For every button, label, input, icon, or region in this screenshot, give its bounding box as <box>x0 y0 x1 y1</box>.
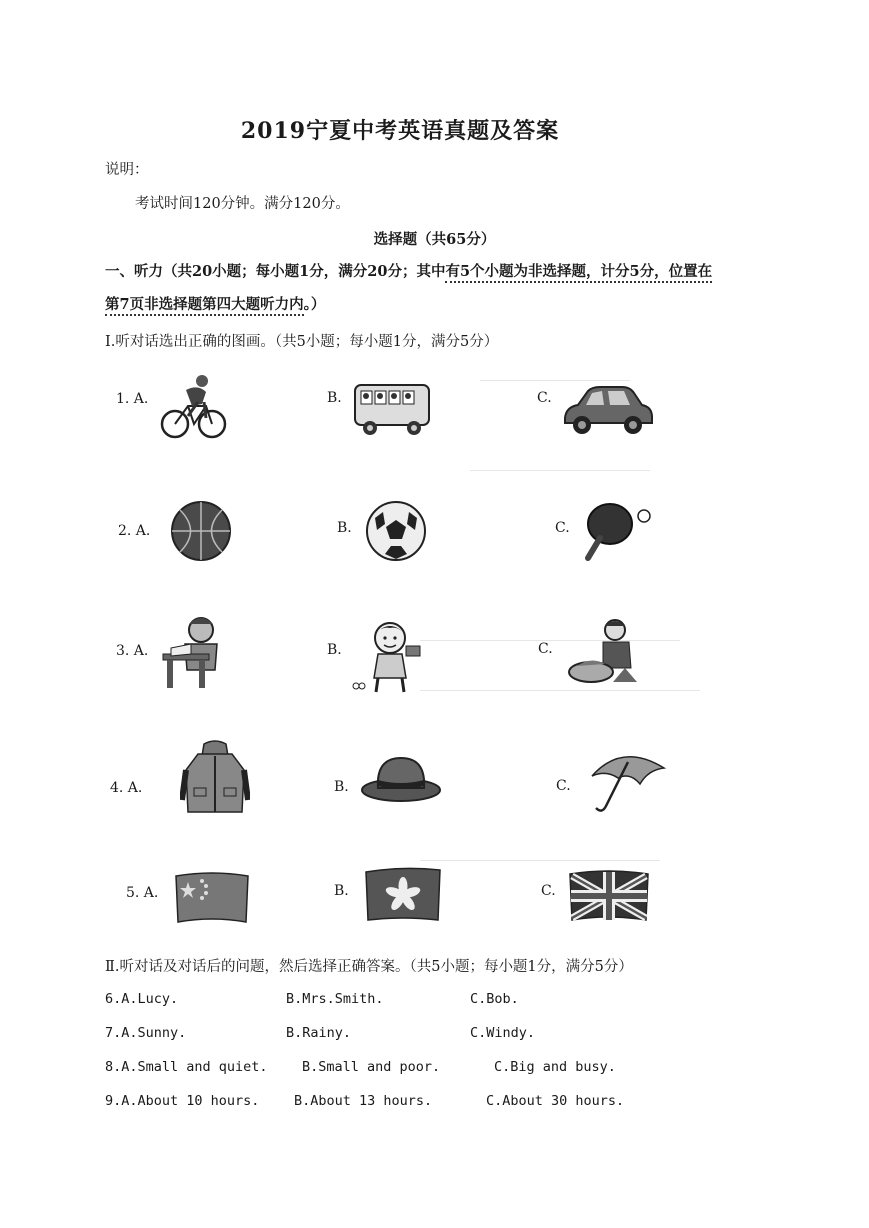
part1-instruction-line2 <box>105 293 325 314</box>
q2-option-b-label: B. <box>337 520 352 536</box>
q2-label: 2. A. <box>118 523 151 539</box>
exam-info: 考试时间120分钟。满分120分。 <box>135 196 350 212</box>
part1-suffix: 。） <box>303 296 326 313</box>
q3-option-b-label: B. <box>327 642 342 658</box>
q6-option-b: B.Mrs.Smith. <box>286 991 384 1007</box>
q6-option-a: 6.A.Lucy. <box>105 991 179 1007</box>
hong-kong-flag-image <box>364 866 442 924</box>
q7-option-c: C.Windy. <box>470 1025 536 1041</box>
cyclist-image <box>158 372 228 442</box>
child-with-book-image <box>350 616 430 694</box>
bleed-through-line <box>420 860 660 861</box>
q7-option-b: B.Rainy. <box>286 1025 352 1041</box>
part1-emphasis: 有5个小题为非选择题，计分5分，位置在 <box>445 263 712 283</box>
note-label: 说明： <box>105 162 149 178</box>
q8-option-c: C.Big and busy. <box>494 1059 616 1075</box>
school-bus-image <box>352 380 432 440</box>
section-II-instruction: Ⅱ.听对话及对话后的问题，然后选择正确答案。（共5小题；每小题1分，满分5分） <box>105 959 633 975</box>
basketball-image <box>170 500 232 562</box>
q4-option-c-label: C. <box>556 778 571 794</box>
jacket-image <box>180 740 250 816</box>
boy-washing-clothes-image <box>565 616 645 686</box>
q7-option-a: 7.A.Sunny. <box>105 1025 187 1041</box>
q5-option-b-label: B. <box>334 883 349 899</box>
q1-option-c-label: C. <box>537 390 552 406</box>
ping-pong-paddle-image <box>580 500 660 562</box>
china-flag-image <box>174 870 250 926</box>
q8-option-a: 8.A.Small and quiet. <box>105 1059 268 1075</box>
document-title: 2019宁夏中考英语真题及答案 <box>240 118 560 144</box>
uk-flag-image <box>568 868 650 924</box>
part1-emphasis-2: 第7页非选择题第四大题听力内 <box>105 296 304 316</box>
q1-option-b-label: B. <box>327 390 342 406</box>
q8-option-b: B.Small and poor. <box>302 1059 441 1075</box>
q9-option-c: C.About 30 hours. <box>486 1093 625 1109</box>
q3-label: 3. A. <box>116 643 149 659</box>
car-image <box>560 383 655 438</box>
q5-option-c-label: C. <box>541 883 556 899</box>
umbrella-image <box>588 748 668 814</box>
bleed-through-line <box>420 690 700 691</box>
hat-image <box>360 752 442 804</box>
part1-instruction-line1 <box>105 260 712 281</box>
q1-label: 1. A. <box>116 391 149 407</box>
q3-option-c-label: C. <box>538 641 553 657</box>
bleed-through-line <box>470 470 650 471</box>
bleed-through-line <box>480 380 630 381</box>
q6-option-c: C.Bob. <box>470 991 519 1007</box>
soccer-ball-image <box>365 500 427 562</box>
q4-option-b-label: B. <box>334 779 349 795</box>
q5-label: 5. A. <box>126 885 159 901</box>
q2-option-c-label: C. <box>555 520 570 536</box>
boy-reading-at-desk-image <box>155 614 230 692</box>
section-I-instruction: Ⅰ.听对话选出正确的图画。（共5小题；每小题1分，满分5分） <box>105 334 499 350</box>
q4-label: 4. A. <box>110 780 143 796</box>
part1-prefix: 一、听力（共20小题；每小题1分，满分20分；其中 <box>105 263 446 280</box>
q9-option-a: 9.A.About 10 hours. <box>105 1093 260 1109</box>
q9-option-b: B.About 13 hours. <box>294 1093 433 1109</box>
section-heading: 选择题（共65分） <box>373 231 496 248</box>
